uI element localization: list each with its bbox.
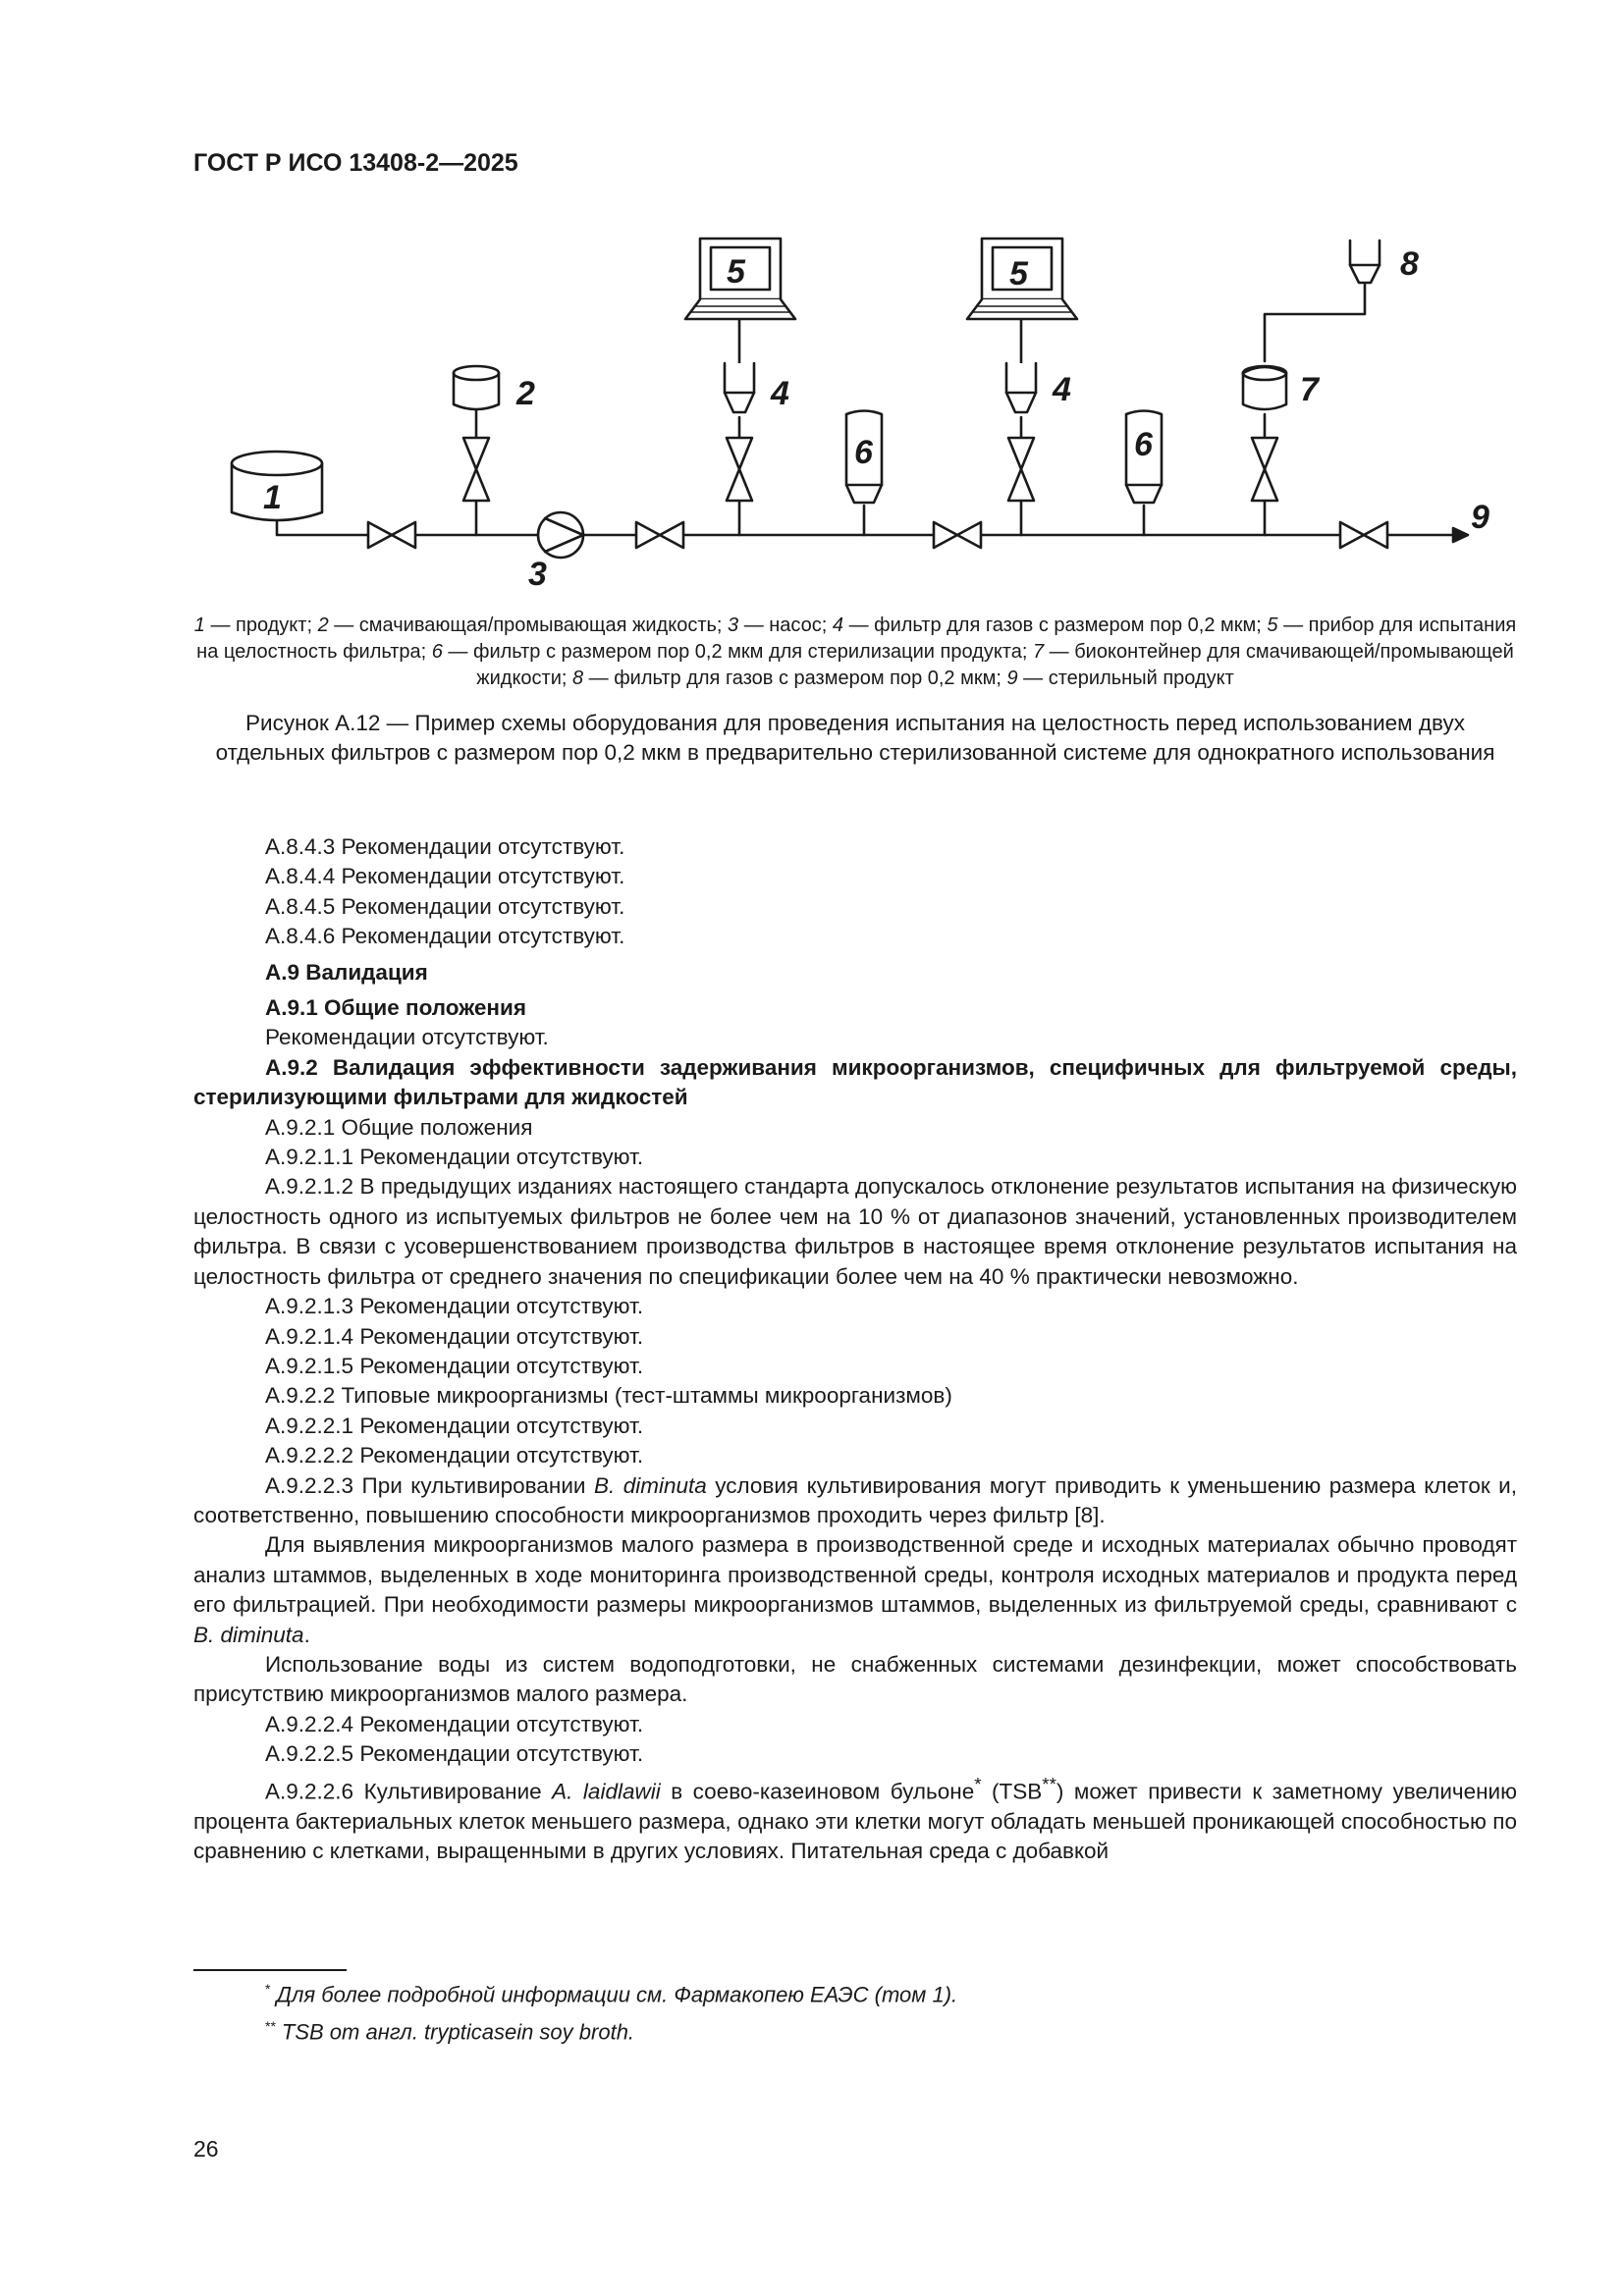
footnote: ** TSB от англ. trypticasein soy broth. [265, 2018, 635, 2045]
equipment-diagram [0, 0, 1624, 609]
section-heading: А.9.1 Общие положения [265, 995, 526, 1021]
paragraph: А.9.2.1.5 Рекомендации отсутствуют. [265, 1353, 644, 1378]
wetting-liquid-container-icon [454, 366, 499, 409]
paragraph: А.9.2.2.5 Рекомендации отсутствуют. [265, 1741, 644, 1767]
paragraph: Рекомендации отсутствуют. [265, 1025, 549, 1050]
gas-filter-icon [1350, 240, 1380, 283]
label-biocontainer: 7 [1300, 371, 1319, 408]
paragraph: Использование воды из систем водоподготовки, не снабженных системами дезинфекции, может способствовать присутствию микроорганизмов малого размера. [193, 1651, 1517, 1707]
paragraph: А.9.2.1.2 В предыдущих изданиях настоящего стандарта допускалось отклонение результатов испытания на физическую целостность одного из испытуемых фильтров не более чем на 10 % от диапазонов значений, установленных производителем фильтра. В связи с усовершенствованием производства фильтров в настоящее время отклонение результатов испытания на целостность фильтра от среднего значения по спецификации более чем на 40 % практически невозможно. [193, 1174, 1517, 1289]
label-tester-a: 5 [727, 253, 745, 291]
valve-icon [463, 438, 489, 501]
valve-icon [1340, 522, 1387, 548]
footnote-ref[interactable]: * [974, 1773, 982, 1794]
valve-icon [727, 438, 752, 501]
figure-legend [193, 613, 1517, 692]
label-wetting-liquid: 2 [516, 375, 535, 412]
paragraph: А.9.2.1.1 Рекомендации отсутствуют. [265, 1145, 644, 1170]
legend-item: 2 — смачивающая/промывающая жидкость; [317, 614, 729, 636]
gas-filter-icon [1006, 363, 1036, 412]
label-gas-filter-a: 4 [771, 375, 789, 412]
label-pump: 3 [528, 556, 547, 593]
legend-item: 8 — фильтр для газов с размером пор 0,2 мкм; [571, 667, 1007, 689]
section-heading: А.9 Валидация [265, 959, 428, 985]
paragraph: Для выявления микроорганизмов малого размера в производственной среде и исходных материалах обычно проводят анализ штаммов, выделенных в ходе мониторинга производственной среды, контроля исходных материалов и продукта перед его фильтрацией. При необходимости размеры микроорганизмов штаммов, выделенных из фильтруемой среды, сравнивают с B. diminuta. [193, 1532, 1517, 1647]
paragraph: А.9.2.2.4 Рекомендации отсутствуют. [265, 1711, 644, 1736]
legend-item: 1 — продукт; [193, 614, 318, 636]
paragraph: А.9.2.1 Общие положения [265, 1114, 533, 1140]
paragraph: А.9.2.2.3 При культивировании B. diminuta условия культивирования могут приводить к уменьшению размера клеток и, соответственно, повышению способности микроорганизмов проходить через фильтр [8]. [193, 1472, 1518, 1527]
paragraph: А.9.2.1.3 Рекомендации отсутствуют. [265, 1294, 644, 1319]
valve-icon [368, 522, 415, 548]
paragraph: А.9.2.2.6 Культивирование A. laidlawii в соево-казеиновом бульоне* (TSB**) может привести к заметному увеличению процента бактериальных клеток меньшего размера, однако эти клетки могут обладать меньшей проникающей способностью по сравнению с клетками, выращенными в других условиях. Питательная среда с добавкой [193, 1773, 1517, 1863]
pump-icon [538, 512, 583, 558]
paragraph: А.8.4.6 Рекомендации отсутствуют. [265, 924, 625, 949]
legend-item: 4 — фильтр для газов с размером пор 0,2 мкм; [832, 614, 1268, 636]
valve-icon [636, 522, 683, 548]
figure-caption: Рисунок А.12 — Пример схемы оборудования для проведения испытания на целостность перед использованием двух отдельных фильтров с размером пор 0,2 мкм в предварительно стерилизованной системе для однократного использования [215, 711, 1495, 765]
label-product-filter-b: 6 [1134, 426, 1153, 463]
biocontainer-icon [1243, 366, 1286, 409]
page-number: 26 [193, 2136, 219, 2162]
label-gas-filter-c: 8 [1400, 245, 1419, 283]
paragraph: А.9.2.2.1 Рекомендации отсутствуют. [265, 1413, 644, 1438]
legend-item: 5 — прибор для испытания на целостность фильтра; [196, 614, 1517, 663]
document-body [193, 832, 1517, 1866]
footnote-divider [193, 1969, 347, 1971]
valve-icon [934, 522, 981, 548]
paragraph: А.8.4.4 Рекомендации отсутствуют. [265, 864, 625, 889]
document-header: ГОСТ Р ИСО 13408-2—2025 [193, 149, 518, 177]
legend-item: 6 — фильтр с размером пор 0,2 мкм для стерилизации продукта; [431, 641, 1033, 663]
legend-item: 3 — насос; [728, 614, 833, 636]
label-tester-b: 5 [1009, 255, 1028, 293]
paragraph: А.9.2.1.4 Рекомендации отсутствуют. [265, 1323, 644, 1349]
label-gas-filter-b: 4 [1053, 371, 1071, 408]
paragraph: А.8.4.5 Рекомендации отсутствуют. [265, 893, 625, 919]
footnote: * Для более подробной информации см. Фармакопею ЕАЭС (том 1). [265, 1981, 958, 2007]
valve-icon [1008, 438, 1034, 501]
section-heading: А.9.2 Валидация эффективности задерживания микроорганизмов, специфичных для фильтруемой среды, стерилизующими фильтрами для жидкостей [193, 1054, 1517, 1110]
legend-item: 9 — стерильный продукт [1006, 667, 1234, 689]
paragraph: А.9.2.2.2 Рекомендации отсутствуют. [265, 1443, 644, 1468]
footnote-ref[interactable]: ** [1042, 1773, 1056, 1794]
valve-icon [1252, 438, 1277, 501]
label-product-filter-a: 6 [854, 434, 873, 471]
gas-filter-icon [725, 363, 754, 412]
label-product: 1 [263, 479, 282, 516]
paragraph: А.9.2.2 Типовые микроорганизмы (тест-штаммы микроорганизмов) [265, 1383, 952, 1409]
legend-item: 7 — биоконтейнер для смачивающей/промывающей жидкости; [476, 641, 1514, 689]
paragraph: А.8.4.3 Рекомендации отсутствуют. [265, 834, 625, 859]
label-sterile-product: 9 [1471, 499, 1489, 536]
